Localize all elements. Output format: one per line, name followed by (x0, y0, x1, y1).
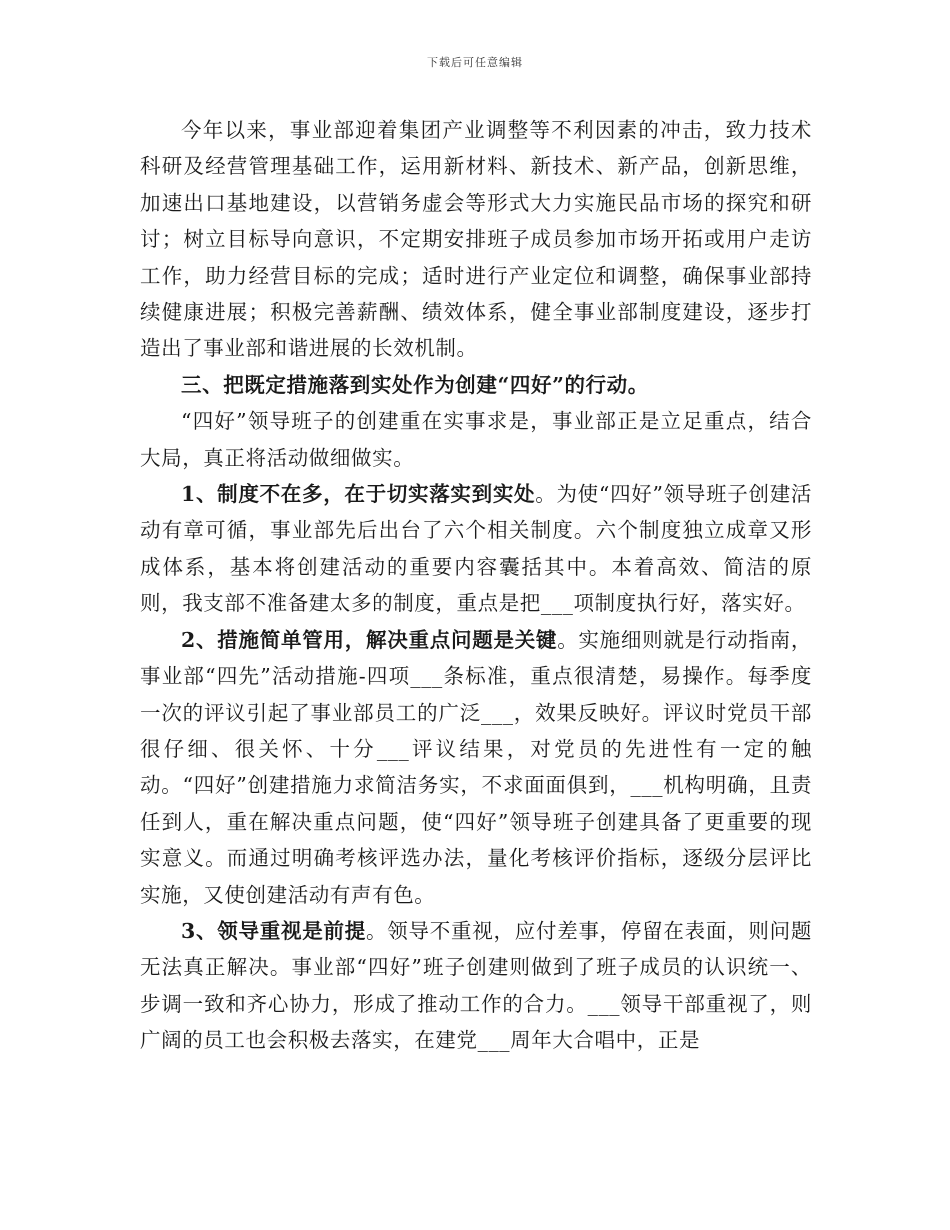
item-1-lead: 1、制度不在多，在于切实落实到实处 (181, 482, 536, 507)
paragraph-item-1 (140, 476, 812, 622)
paragraph-four-good-overview: “四好”领导班子的创建重在实事求是，事业部正是立足重点，结合大局，真正将活动做细做实。 (140, 409, 812, 470)
item-3-text: 。领导不重视，应付差事，停留在表面，则问题无法真正解决。事业部“四好”班子创建则做到了班子成员的认识统一、步调一致和齐心协力，形成了推动工作的合力。___领导干部重视了，则广阔的员工也会积极去落实，在建党___周年大合唱中，正是 (140, 918, 812, 1053)
document-body (140, 112, 812, 1059)
item-1-text: 。为使“四好”领导班子创建活动有章可循，事业部先后出台了六个相关制度。六个制度独立成章又形成体系，基本将创建活动的重要内容囊括其中。本着高效、简洁的原则，我支部不准备建太多的制度，重点是把___项制度执行好，落实好。 (140, 482, 812, 616)
item-3-lead: 3、领导重视是前提 (181, 918, 366, 943)
item-2-lead: 2、措施简单管用，解决重点问题是关键 (181, 627, 558, 652)
page-header-note: 下载后可任意编辑 (427, 56, 523, 69)
paragraph-item-2 (140, 622, 812, 913)
paragraph-intro: 今年以来，事业部迎着集团产业调整等不利因素的冲击，致力技术科研及经营管理基础工作，运用新材料、新技术、新产品，创新思维，加速出口基地建设，以营销务虚会等形式大力实施民品市场的探究和研讨；树立目标导向意识，不定期安排班子成员参加市场开拓或用户走访工作，助力经营目标的完成；适时进行产业定位和调整，确保事业部持续健康进展；积极完善薪酬、绩效体系，健全事业部制度建设，逐步打造出了事业部和谐进展的长效机制。 (140, 118, 812, 361)
item-2-text: 。实施细则就是行动指南，事业部“四先”活动措施-四项___条标准，重点很清楚，易操作。每季度一次的评议引起了事业部员工的广泛___，效果反映好。评议时党员干部很仔细、很关怀、十分___评议结果，对党员的先进性有一定的触动。“四好”创建措施力求简洁务实，不求面面俱到，___机构明确，且责任到人，重在解决重点问题，使“四好”领导班子创建具备了更重要的现实意义。而通过明确考核评选办法，量化考核评价指标，逐级分层评比实施，又使创建活动有声有色。 (140, 627, 812, 907)
paragraph-item-3 (140, 913, 812, 1059)
section-heading-3: 三、把既定措施落到实处作为创建“四好”的行动。 (181, 372, 649, 397)
